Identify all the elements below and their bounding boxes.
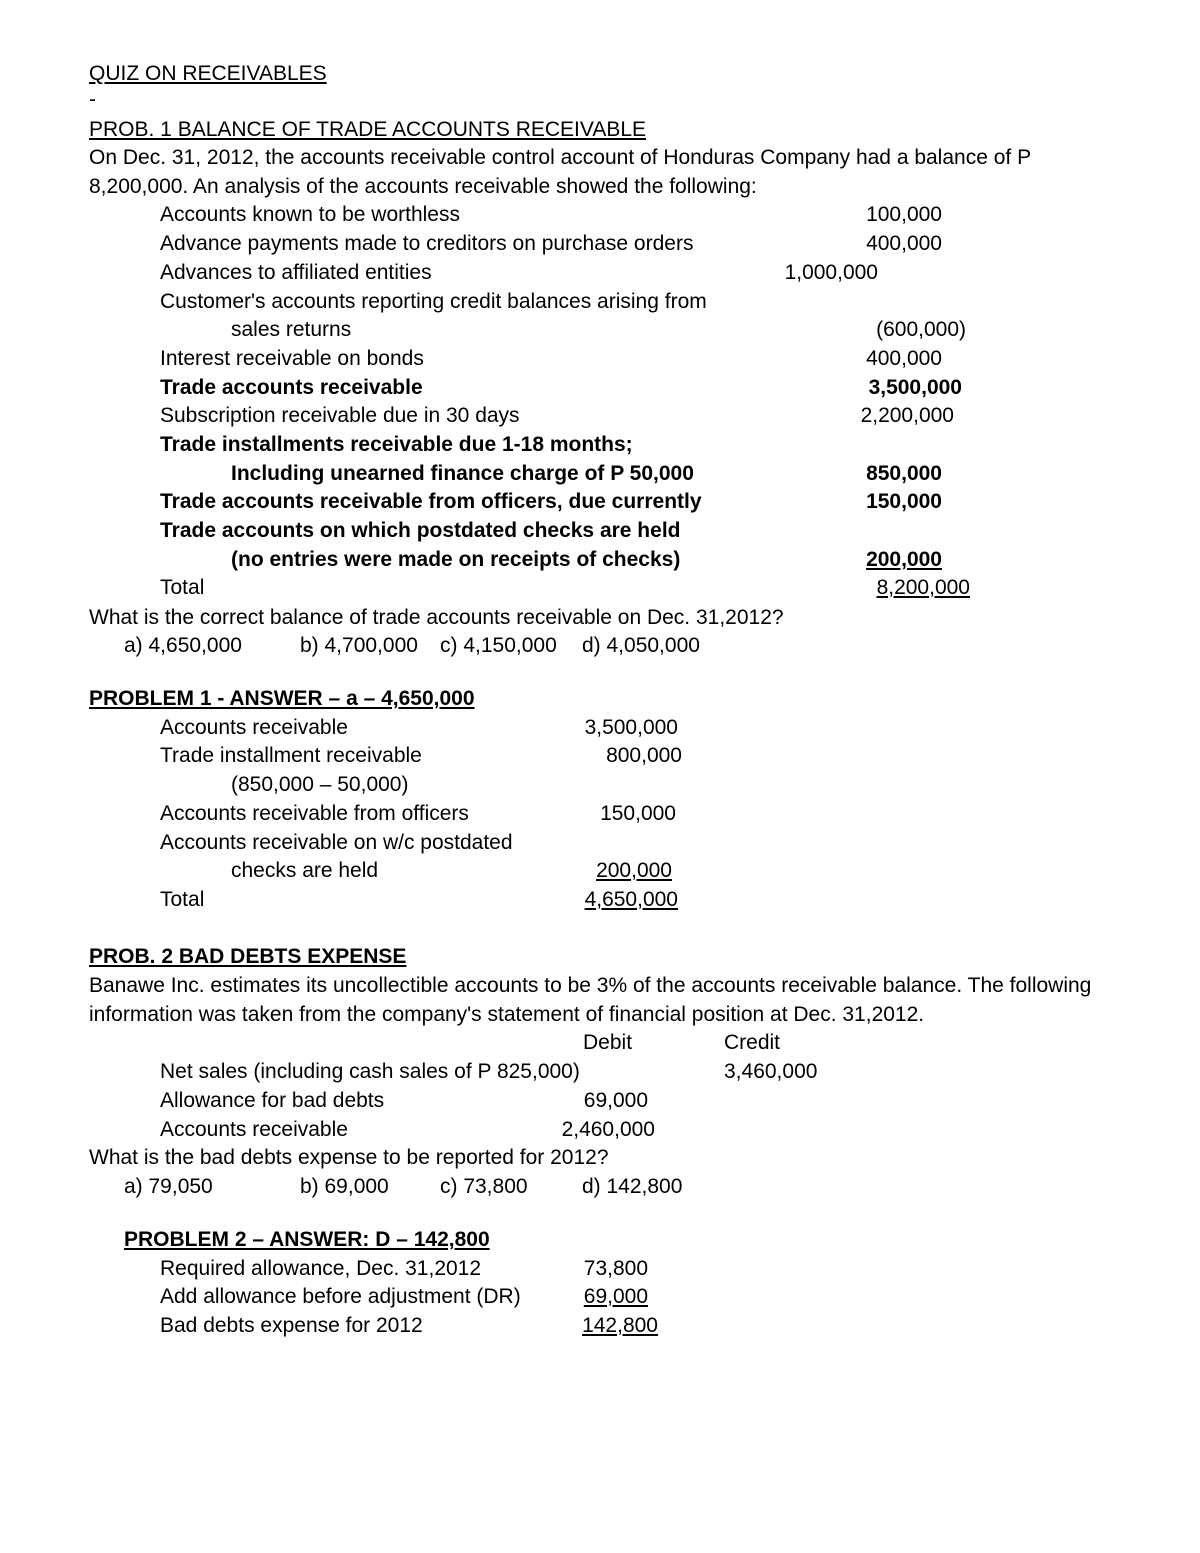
prob2-row-label: Allowance for bad debts [160, 1089, 385, 1112]
answer2-item-value: 69,000 [583, 1285, 648, 1308]
dash-mark: - [89, 88, 96, 111]
prob1-item-label: Subscription receivable due in 30 days [160, 404, 520, 427]
answer1-item-value: 3,500,000 [584, 716, 678, 739]
prob1-item-label: Interest receivable on bonds [160, 347, 424, 370]
prob2-row-label: Net sales (including cash sales of P 825,000) [160, 1060, 580, 1083]
prob1-item-label: Trade installments receivable due 1-18 months; [160, 433, 633, 456]
prob1-choice-a: a) 4,650,000 [124, 634, 242, 657]
prob1-item-label: Advance payments made to creditors on purchase orders [160, 232, 694, 255]
prob1-item-label: Trade accounts receivable [160, 376, 423, 399]
answer1-item-label: Accounts receivable [160, 716, 348, 739]
prob2-choice-d: d) 142,800 [582, 1175, 683, 1198]
prob1-item-value: 150,000 [866, 490, 942, 513]
answer1-item-value: 200,000 [596, 859, 672, 882]
prob1-item-label: Advances to affiliated entities [160, 261, 432, 284]
prob1-item-value: 200,000 [866, 548, 942, 571]
prob2-col-credit: Credit [724, 1031, 781, 1054]
answer1-item-label: Accounts receivable on w/c postdated [160, 831, 513, 854]
prob2-row-label: Accounts receivable [160, 1118, 348, 1141]
prob1-item-label: Accounts known to be worthless [160, 203, 460, 226]
page-title-text: QUIZ ON RECEIVABLES [89, 62, 327, 85]
answer1-item-label: Trade installment receivable [160, 744, 422, 767]
answer1-heading: PROBLEM 1 - ANSWER – a – 4,650,000 [89, 687, 475, 710]
prob1-item-value: 1,000,000 [784, 261, 878, 284]
prob1-item-value: 850,000 [866, 462, 942, 485]
prob2-choice-b: b) 69,000 [300, 1175, 389, 1198]
prob2-col-debit: Debit [583, 1031, 633, 1054]
prob1-item-value: 100,000 [866, 203, 942, 226]
prob1-item-label: Trade accounts on which postdated checks are held [160, 519, 681, 542]
prob1-item-label: sales returns [231, 318, 352, 341]
page-title [89, 60, 329, 88]
prob1-intro-line1: On Dec. 31, 2012, the accounts receivable control account of Honduras Company had a balance of P [89, 146, 1032, 169]
prob1-item-label: (no entries were made on receipts of checks) [231, 548, 681, 571]
answer1-item-label: Accounts receivable from officers [160, 802, 469, 825]
prob2-question: What is the bad debts expense to be reported for 2012? [89, 1146, 609, 1169]
answer1-total-label: Total [160, 888, 205, 911]
answer1-total-value: 4,650,000 [584, 888, 678, 911]
answer2-item-label: Bad debts expense for 2012 [160, 1314, 423, 1337]
prob1-choice-b: b) 4,700,000 [300, 634, 418, 657]
prob1-item-label: Including unearned finance charge of P 50,000 [231, 462, 694, 485]
prob1-question: What is the correct balance of trade accounts receivable on Dec. 31,2012? [89, 606, 784, 629]
prob1-intro-line2: 8,200,000. An analysis of the accounts receivable showed the following: [89, 175, 757, 198]
prob1-choice-c: c) 4,150,000 [440, 634, 557, 657]
prob1-item-value: (600,000) [876, 318, 966, 341]
prob1-item-value: 400,000 [866, 232, 942, 255]
answer2-item-value: 142,800 [582, 1314, 658, 1337]
prob2-intro-line2: information was taken from the company's statement of financial position at Dec. 31,2012. [89, 1003, 925, 1026]
prob2-row-debit: 69,000 [583, 1089, 648, 1112]
prob1-item-label: Customer's accounts reporting credit balances arising from [160, 290, 707, 313]
answer2-item-label: Add allowance before adjustment (DR) [160, 1285, 521, 1308]
prob2-row-credit: 3,460,000 [724, 1060, 818, 1083]
prob1-total-label: Total [160, 576, 205, 599]
answer2-item-label: Required allowance, Dec. 31,2012 [160, 1257, 482, 1280]
prob1-heading: PROB. 1 BALANCE OF TRADE ACCOUNTS RECEIVABLE [89, 118, 647, 141]
prob2-heading: PROB. 2 BAD DEBTS EXPENSE [89, 945, 407, 968]
prob2-choice-a: a) 79,050 [124, 1175, 213, 1198]
prob1-item-label: Trade accounts receivable from officers, due currently [160, 490, 702, 513]
prob1-item-value: 3,500,000 [868, 376, 962, 399]
prob1-item-value: 2,200,000 [860, 404, 954, 427]
prob1-total-value: 8,200,000 [876, 576, 970, 599]
prob2-intro-line1: Banawe Inc. estimates its uncollectible accounts to be 3% of the accounts receivable balance. The following [89, 974, 1092, 997]
answer1-item-label: checks are held [231, 859, 379, 882]
answer2-heading: PROBLEM 2 – ANSWER: D – 142,800 [124, 1228, 490, 1251]
prob1-item-value: 400,000 [866, 347, 942, 370]
answer1-item-value: 800,000 [606, 744, 682, 767]
answer1-item-label: (850,000 – 50,000) [231, 773, 409, 796]
prob2-row-debit: 2,460,000 [561, 1118, 655, 1141]
prob2-choice-c: c) 73,800 [440, 1175, 528, 1198]
prob1-choice-d: d) 4,050,000 [582, 634, 700, 657]
answer2-item-value: 73,800 [583, 1257, 648, 1280]
answer1-item-value: 150,000 [600, 802, 676, 825]
